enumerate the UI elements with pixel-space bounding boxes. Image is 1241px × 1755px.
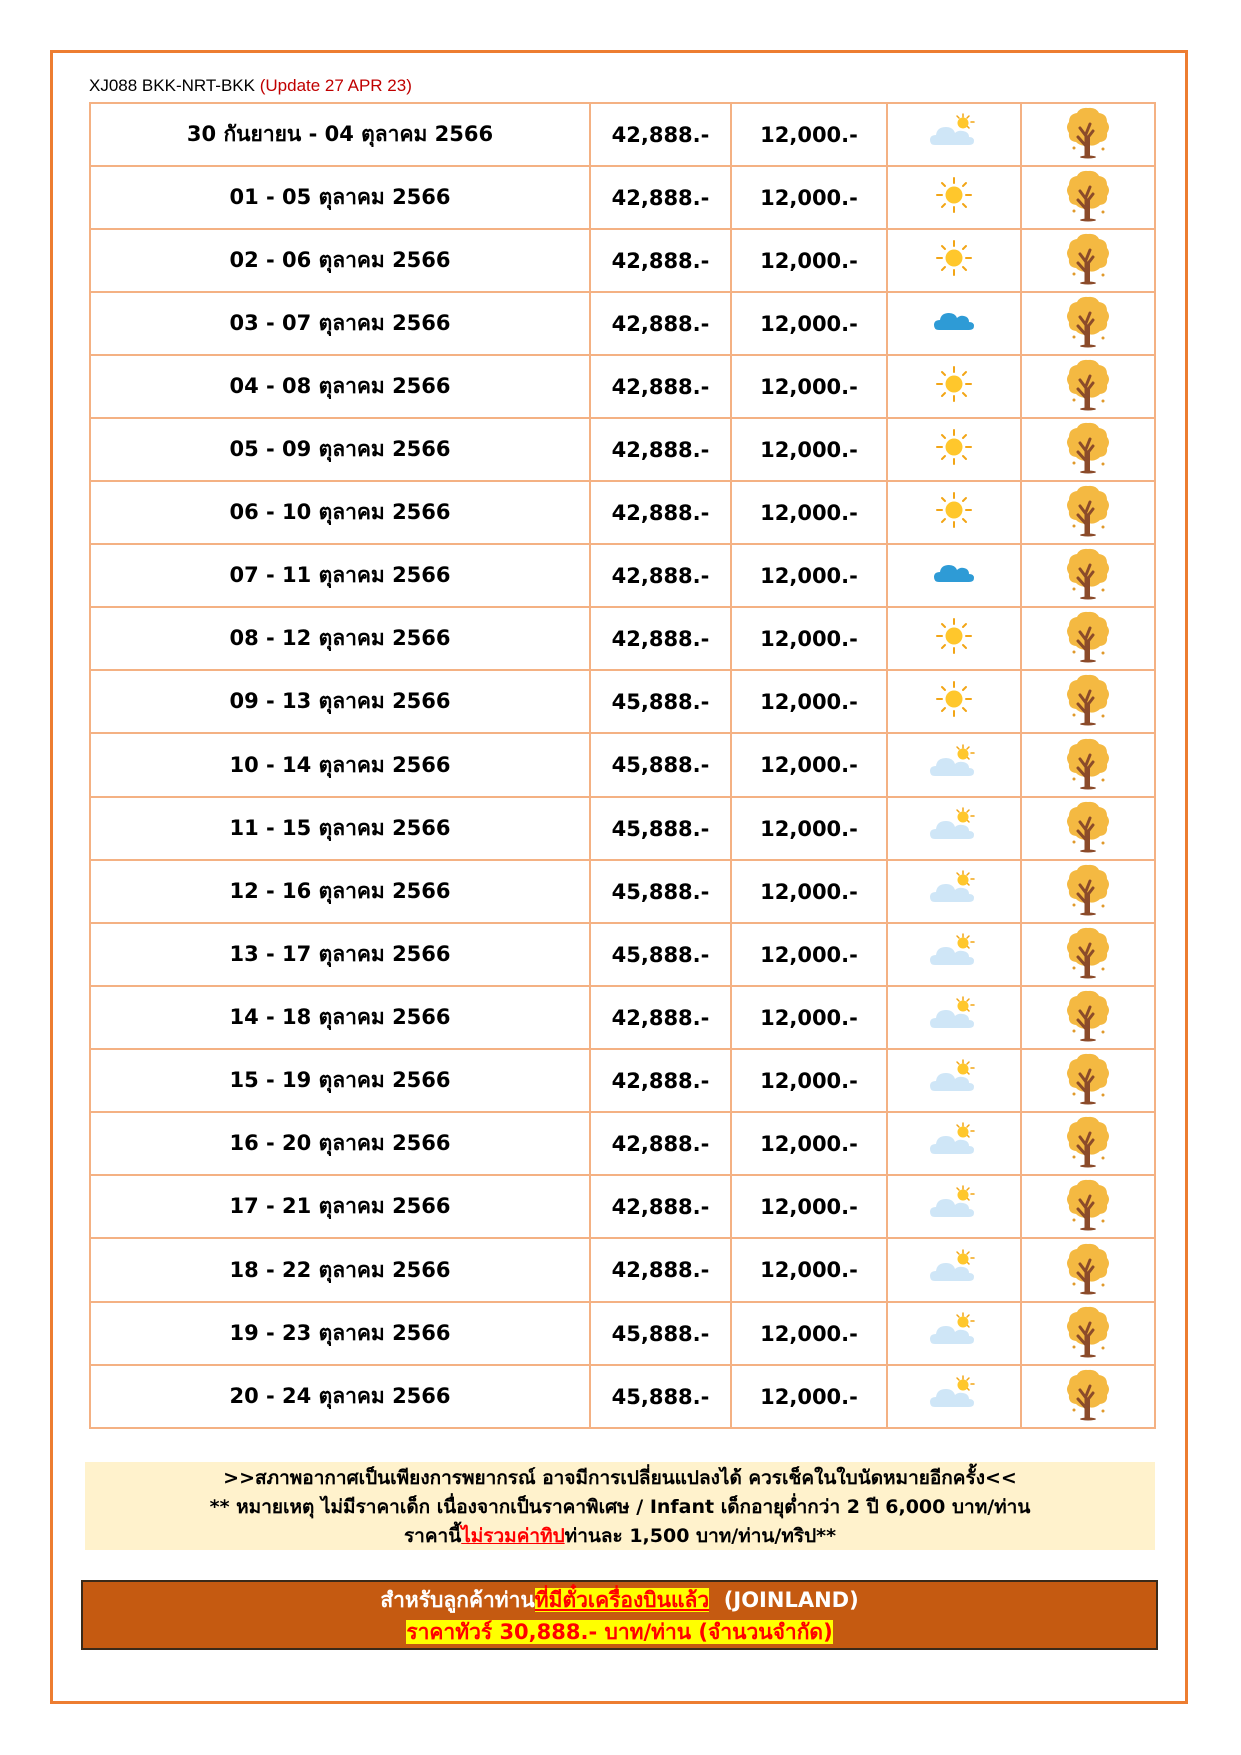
- adult-price: 42,888.-: [590, 481, 731, 544]
- autumn-tree-icon: [1063, 1050, 1113, 1111]
- autumn-tree-icon: [1063, 735, 1113, 796]
- partly-cloudy-icon: [927, 743, 981, 788]
- partly-cloudy-icon: [927, 1374, 981, 1419]
- single-supplement: 12,000.-: [731, 355, 887, 418]
- partly-cloudy-icon: [927, 1058, 981, 1103]
- single-supplement: 12,000.-: [731, 923, 887, 986]
- adult-price: 45,888.-: [590, 733, 731, 797]
- partly-cloudy-icon: [927, 1184, 981, 1229]
- adult-price: 42,888.-: [590, 229, 731, 292]
- autumn-tree-icon: [1063, 1366, 1113, 1427]
- autumn-tree-icon: [1063, 419, 1113, 480]
- weather-cell: [887, 1302, 1021, 1365]
- promo-line-2: [83, 1616, 1156, 1648]
- autumn-tree-icon: [1063, 798, 1113, 859]
- adult-price: 42,888.-: [590, 607, 731, 670]
- travel-dates: 03 - 07 ตุลาคม 2566: [90, 292, 590, 355]
- travel-dates: 20 - 24 ตุลาคม 2566: [90, 1365, 590, 1428]
- weather-cell: [887, 923, 1021, 986]
- weather-cell: [887, 860, 1021, 923]
- price-table: [89, 102, 1156, 1429]
- adult-price: 42,888.-: [590, 1238, 731, 1302]
- table-row: [90, 103, 1155, 166]
- table-row: [90, 1302, 1155, 1365]
- adult-price: 45,888.-: [590, 670, 731, 733]
- update-date: (Update 27 APR 23): [259, 76, 412, 95]
- season-cell: [1021, 670, 1155, 733]
- adult-price: 42,888.-: [590, 544, 731, 607]
- season-cell: [1021, 292, 1155, 355]
- sun-icon: [930, 490, 978, 535]
- table-row: [90, 1049, 1155, 1112]
- joinland-promo: [81, 1580, 1158, 1650]
- no-tip-text: ไม่รวมค่าทิป: [461, 1525, 565, 1547]
- note-line-3: ราคานี้ไม่รวมค่าทิปท่านละ 1,500 บาท/ท่าน/ทริป**: [403, 1525, 837, 1547]
- table-row: [90, 1175, 1155, 1238]
- season-cell: [1021, 733, 1155, 797]
- table-row: [90, 1112, 1155, 1175]
- weather-cell: [887, 103, 1021, 166]
- cloud-icon: [930, 301, 978, 346]
- adult-price: 45,888.-: [590, 1365, 731, 1428]
- season-cell: [1021, 544, 1155, 607]
- note-line-1: >>สภาพอากาศเป็นเพียงการพยากรณ์ อาจมีการเปลี่ยนแปลงได้ ควรเช็คในใบนัดหมายอีกครั้ง<<: [223, 1467, 1017, 1489]
- single-supplement: 12,000.-: [731, 1112, 887, 1175]
- autumn-tree-icon: [1063, 1176, 1113, 1237]
- travel-dates: 10 - 14 ตุลาคม 2566: [90, 733, 590, 797]
- promo-highlight: ที่มีตั๋วเครื่องบินแล้ว: [534, 1588, 710, 1612]
- travel-dates: 30 กันยายน - 04 ตุลาคม 2566: [90, 103, 590, 166]
- adult-price: 42,888.-: [590, 355, 731, 418]
- note-line-2: ** หมายเหตุ ไม่มีราคาเด็ก เนื่องจากเป็นราคาพิเศษ / Infant เด็กอายุต่ำกว่า 2 ปี 6,000 บาท/ท่าน: [209, 1496, 1031, 1518]
- sun-icon: [930, 427, 978, 472]
- table-row: [90, 355, 1155, 418]
- weather-cell: [887, 418, 1021, 481]
- table-row: [90, 1365, 1155, 1428]
- table-row: [90, 1238, 1155, 1302]
- partly-cloudy-icon: [927, 112, 981, 157]
- table-row: [90, 923, 1155, 986]
- table-row: [90, 292, 1155, 355]
- sun-icon: [930, 364, 978, 409]
- season-cell: [1021, 1049, 1155, 1112]
- table-row: [90, 797, 1155, 860]
- single-supplement: 12,000.-: [731, 797, 887, 860]
- adult-price: 42,888.-: [590, 166, 731, 229]
- sun-icon: [930, 175, 978, 220]
- weather-cell: [887, 355, 1021, 418]
- travel-dates: 01 - 05 ตุลาคม 2566: [90, 166, 590, 229]
- season-cell: [1021, 481, 1155, 544]
- adult-price: 42,888.-: [590, 418, 731, 481]
- table-row: [90, 860, 1155, 923]
- single-supplement: 12,000.-: [731, 103, 887, 166]
- single-supplement: 12,000.-: [731, 544, 887, 607]
- travel-dates: 17 - 21 ตุลาคม 2566: [90, 1175, 590, 1238]
- travel-dates: 14 - 18 ตุลาคม 2566: [90, 986, 590, 1049]
- cloud-icon: [930, 553, 978, 598]
- travel-dates: 05 - 09 ตุลาคม 2566: [90, 418, 590, 481]
- autumn-tree-icon: [1063, 356, 1113, 417]
- adult-price: 42,888.-: [590, 986, 731, 1049]
- season-cell: [1021, 1175, 1155, 1238]
- season-cell: [1021, 166, 1155, 229]
- travel-dates: 16 - 20 ตุลาคม 2566: [90, 1112, 590, 1175]
- partly-cloudy-icon: [927, 995, 981, 1040]
- autumn-tree-icon: [1063, 924, 1113, 985]
- single-supplement: 12,000.-: [731, 1365, 887, 1428]
- travel-dates: 09 - 13 ตุลาคม 2566: [90, 670, 590, 733]
- single-supplement: 12,000.-: [731, 229, 887, 292]
- season-cell: [1021, 1365, 1155, 1428]
- partly-cloudy-icon: [927, 932, 981, 977]
- weather-cell: [887, 986, 1021, 1049]
- partly-cloudy-icon: [927, 1311, 981, 1356]
- travel-dates: 15 - 19 ตุลาคม 2566: [90, 1049, 590, 1112]
- travel-dates: 12 - 16 ตุลาคม 2566: [90, 860, 590, 923]
- promo-price: ราคาทัวร์ 30,888.- บาท/ท่าน (จำนวนจำกัด): [406, 1620, 833, 1644]
- partly-cloudy-icon: [927, 869, 981, 914]
- travel-dates: 19 - 23 ตุลาคม 2566: [90, 1302, 590, 1365]
- single-supplement: 12,000.-: [731, 292, 887, 355]
- single-supplement: 12,000.-: [731, 860, 887, 923]
- tour-code: XJ088 BKK-NRT-BKK: [89, 76, 255, 95]
- autumn-tree-icon: [1063, 167, 1113, 228]
- weather-cell: [887, 166, 1021, 229]
- single-supplement: 12,000.-: [731, 166, 887, 229]
- weather-cell: [887, 229, 1021, 292]
- travel-dates: 18 - 22 ตุลาคม 2566: [90, 1238, 590, 1302]
- single-supplement: 12,000.-: [731, 1175, 887, 1238]
- weather-cell: [887, 1175, 1021, 1238]
- autumn-tree-icon: [1063, 671, 1113, 732]
- adult-price: 42,888.-: [590, 103, 731, 166]
- weather-cell: [887, 1238, 1021, 1302]
- table-row: [90, 733, 1155, 797]
- weather-cell: [887, 1365, 1021, 1428]
- weather-cell: [887, 607, 1021, 670]
- autumn-tree-icon: [1063, 230, 1113, 291]
- adult-price: 42,888.-: [590, 1175, 731, 1238]
- adult-price: 45,888.-: [590, 923, 731, 986]
- travel-dates: 07 - 11 ตุลาคม 2566: [90, 544, 590, 607]
- autumn-tree-icon: [1063, 1113, 1113, 1174]
- single-supplement: 12,000.-: [731, 607, 887, 670]
- single-supplement: 12,000.-: [731, 1302, 887, 1365]
- weather-cell: [887, 1049, 1021, 1112]
- promo-line-1: สำหรับลูกค้าท่านที่มีตั๋วเครื่องบินแล้ว (JOINLAND): [380, 1588, 859, 1612]
- travel-dates: 06 - 10 ตุลาคม 2566: [90, 481, 590, 544]
- autumn-tree-icon: [1063, 482, 1113, 543]
- season-cell: [1021, 1302, 1155, 1365]
- adult-price: 42,888.-: [590, 1112, 731, 1175]
- table-row: [90, 544, 1155, 607]
- travel-dates: 02 - 06 ตุลาคม 2566: [90, 229, 590, 292]
- weather-cell: [887, 670, 1021, 733]
- autumn-tree-icon: [1063, 987, 1113, 1048]
- table-row: [90, 986, 1155, 1049]
- single-supplement: 12,000.-: [731, 1049, 887, 1112]
- partly-cloudy-icon: [927, 1248, 981, 1293]
- tour-header: [89, 76, 412, 96]
- table-row: [90, 670, 1155, 733]
- sun-icon: [930, 616, 978, 661]
- single-supplement: 12,000.-: [731, 670, 887, 733]
- autumn-tree-icon: [1063, 608, 1113, 669]
- single-supplement: 12,000.-: [731, 418, 887, 481]
- table-row: [90, 418, 1155, 481]
- single-supplement: 12,000.-: [731, 986, 887, 1049]
- autumn-tree-icon: [1063, 1240, 1113, 1301]
- season-cell: [1021, 860, 1155, 923]
- sun-icon: [930, 238, 978, 283]
- weather-cell: [887, 292, 1021, 355]
- season-cell: [1021, 418, 1155, 481]
- adult-price: 42,888.-: [590, 1049, 731, 1112]
- weather-cell: [887, 733, 1021, 797]
- weather-note: [85, 1462, 1155, 1550]
- partly-cloudy-icon: [927, 806, 981, 851]
- single-supplement: 12,000.-: [731, 1238, 887, 1302]
- season-cell: [1021, 1112, 1155, 1175]
- single-supplement: 12,000.-: [731, 733, 887, 797]
- autumn-tree-icon: [1063, 1303, 1113, 1364]
- season-cell: [1021, 103, 1155, 166]
- adult-price: 42,888.-: [590, 292, 731, 355]
- table-row: [90, 481, 1155, 544]
- weather-cell: [887, 1112, 1021, 1175]
- adult-price: 45,888.-: [590, 1302, 731, 1365]
- autumn-tree-icon: [1063, 545, 1113, 606]
- table-row: [90, 607, 1155, 670]
- season-cell: [1021, 607, 1155, 670]
- partly-cloudy-icon: [927, 1121, 981, 1166]
- season-cell: [1021, 1238, 1155, 1302]
- season-cell: [1021, 986, 1155, 1049]
- adult-price: 45,888.-: [590, 797, 731, 860]
- season-cell: [1021, 797, 1155, 860]
- adult-price: 45,888.-: [590, 860, 731, 923]
- autumn-tree-icon: [1063, 293, 1113, 354]
- autumn-tree-icon: [1063, 104, 1113, 165]
- autumn-tree-icon: [1063, 861, 1113, 922]
- travel-dates: 04 - 08 ตุลาคม 2566: [90, 355, 590, 418]
- table-row: [90, 166, 1155, 229]
- travel-dates: 13 - 17 ตุลาคม 2566: [90, 923, 590, 986]
- season-cell: [1021, 355, 1155, 418]
- travel-dates: 08 - 12 ตุลาคม 2566: [90, 607, 590, 670]
- sun-icon: [930, 679, 978, 724]
- table-row: [90, 229, 1155, 292]
- season-cell: [1021, 923, 1155, 986]
- single-supplement: 12,000.-: [731, 481, 887, 544]
- weather-cell: [887, 544, 1021, 607]
- weather-cell: [887, 797, 1021, 860]
- season-cell: [1021, 229, 1155, 292]
- travel-dates: 11 - 15 ตุลาคม 2566: [90, 797, 590, 860]
- weather-cell: [887, 481, 1021, 544]
